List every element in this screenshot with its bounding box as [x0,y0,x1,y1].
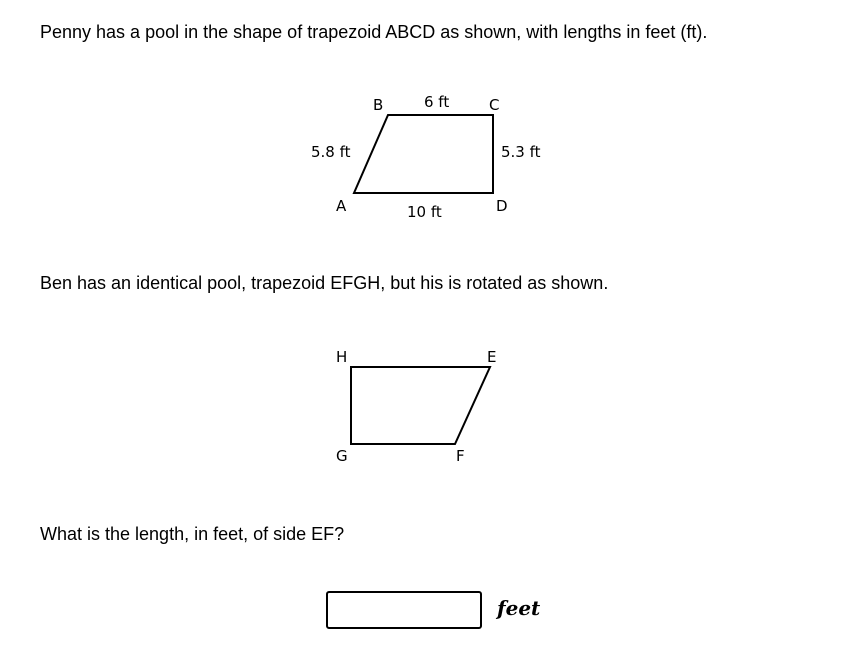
vertex-label-h: H [336,348,348,366]
vertex-label-e: E [487,348,497,366]
side-label-ab: 5.8 ft [311,143,351,161]
vertex-label-c: C [489,96,500,114]
vertex-label-d: D [496,197,508,215]
answer-unit-label: feet [497,596,541,620]
vertex-label-a: A [336,197,347,215]
side-label-cd: 5.3 ft [501,143,541,161]
side-label-bc: 6 ft [424,93,450,111]
answer-input[interactable] [326,591,482,629]
prompt-text: What is the length, in feet, of side EF? [40,524,345,544]
trapezoid-efgh [351,367,490,444]
intro-text: Penny has a pool in the shape of trapezoid ABCD as shown, with lengths in feet (ft). [40,22,708,42]
side-label-ad: 10 ft [407,203,442,221]
vertex-label-g: G [336,447,348,465]
middle-text: Ben has an identical pool, trapezoid EFGH, but his is rotated as shown. [40,273,609,293]
vertex-label-f: F [456,447,465,465]
vertex-label-b: B [373,96,384,114]
